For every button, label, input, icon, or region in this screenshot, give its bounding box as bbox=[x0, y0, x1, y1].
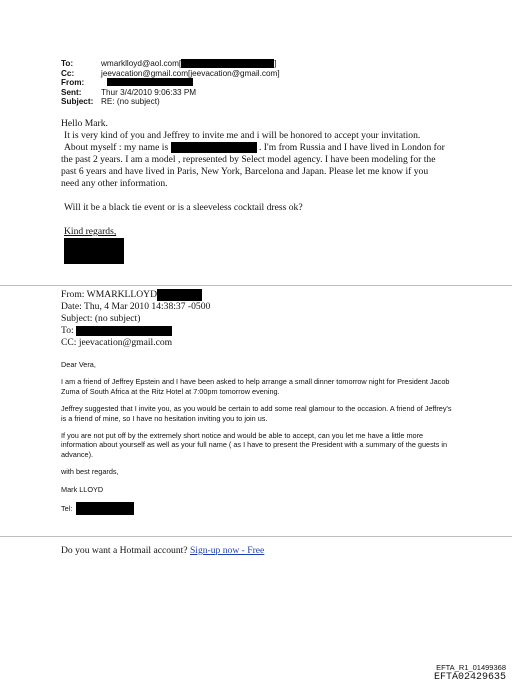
hotmail-question: Do you want a Hotmail account? bbox=[61, 545, 188, 556]
orig-from-row bbox=[61, 289, 441, 301]
divider bbox=[0, 285, 512, 286]
bates-line-1: EFTA_R1_01499368 bbox=[436, 663, 506, 672]
redaction-block bbox=[107, 78, 193, 86]
sent-row bbox=[61, 88, 280, 98]
orig-from: From: WMARKLLOYD bbox=[61, 289, 158, 300]
msg-paragraph: Jeffrey suggested that I invite you, as you would be certain to add some real glamour to the occasion. A friend of Jeffrey's is a friend of mine, so I have no hesitation inviting you to join us. bbox=[61, 404, 452, 423]
subject-row bbox=[61, 97, 280, 107]
reply-greeting: Hello Mark. bbox=[61, 118, 108, 129]
orig-to-label: To: bbox=[61, 325, 74, 337]
redaction-block bbox=[64, 238, 124, 264]
reply-line: the past 2 years. I am a model , represented by Select model agency. I have been modeling for the bbox=[61, 154, 436, 165]
from-row bbox=[61, 78, 280, 88]
redaction-block bbox=[171, 142, 257, 153]
msg-tel-row bbox=[61, 502, 456, 515]
subject-value: RE: (no subject) bbox=[101, 97, 160, 107]
reply-line2-post: . I'm from Russia and I have lived in London for bbox=[259, 142, 445, 153]
redaction-block bbox=[76, 326, 172, 336]
email-header bbox=[61, 59, 280, 107]
reply-line: It is very kind of you and Jeffrey to invite me and i will be honored to accept your invitation. bbox=[64, 130, 421, 141]
original-header bbox=[61, 289, 441, 349]
reply-line2-pre: About myself : my name is bbox=[64, 142, 169, 153]
original-body bbox=[61, 360, 456, 515]
reply-line: need any other information. bbox=[61, 178, 168, 189]
sent-value: Thur 3/4/2010 9:06:33 PM bbox=[101, 87, 197, 97]
cc-row bbox=[61, 69, 280, 79]
bates-stamp bbox=[434, 663, 506, 683]
from-label: From: bbox=[61, 78, 85, 88]
redaction-block bbox=[76, 502, 134, 515]
msg-paragraph: If you are not put off by the extremely short notice and would be able to accept, can you let me have a little more information about yourself as well as your full name ( as I have to present the President with a summary of the guests in advance). bbox=[61, 431, 448, 459]
orig-to-row bbox=[61, 325, 441, 337]
cc-label: Cc: bbox=[61, 68, 75, 78]
bates-line-2: EFTA02429635 bbox=[433, 672, 506, 683]
orig-subject: Subject: (no subject) bbox=[61, 313, 141, 325]
to-value: wmarklloyd@aol.com[ bbox=[101, 59, 182, 68]
signup-link[interactable]: Sign-up now - Free bbox=[189, 545, 265, 556]
to-tail: ] bbox=[274, 59, 277, 68]
reply-question: Will it be a black tie event or is a sleeveless cocktail dress ok? bbox=[64, 202, 303, 213]
msg-signature: Mark LLOYD bbox=[61, 484, 104, 494]
orig-cc: CC: jeevacation@gmail.com bbox=[61, 337, 173, 349]
footer bbox=[61, 545, 264, 556]
sent-label: Sent: bbox=[61, 87, 82, 97]
reply-closing: Kind regards, bbox=[64, 226, 117, 237]
redaction-block bbox=[181, 59, 277, 68]
msg-tel-label: Tel: bbox=[61, 503, 73, 513]
orig-date: Date: Thu, 4 Mar 2010 14:38:37 -0500 bbox=[61, 301, 211, 313]
reply-line-name bbox=[61, 142, 461, 154]
msg-greeting: Dear Vera, bbox=[61, 360, 96, 369]
subject-label: Subject: bbox=[61, 97, 94, 107]
msg-closing: with best regards, bbox=[61, 467, 119, 477]
to-row bbox=[61, 59, 280, 69]
reply-body bbox=[61, 118, 461, 264]
reply-line: past 6 years and have lived in Paris, New York, Barcelona and Japan. Please let me know if you bbox=[61, 166, 429, 177]
cc-value: jeevacation@gmail.com[jeevacation@gmail.com] bbox=[101, 68, 280, 78]
msg-paragraph: I am a friend of Jeffrey Epstein and I have been asked to help arrange a small dinner tomorrow night for President Jacob Zuma of South Africa at the Ritz Hotel at 7:00pm tomorrow evening. bbox=[61, 377, 450, 396]
to-label: To: bbox=[61, 59, 74, 68]
divider bbox=[0, 536, 512, 537]
redaction-block bbox=[157, 289, 202, 301]
